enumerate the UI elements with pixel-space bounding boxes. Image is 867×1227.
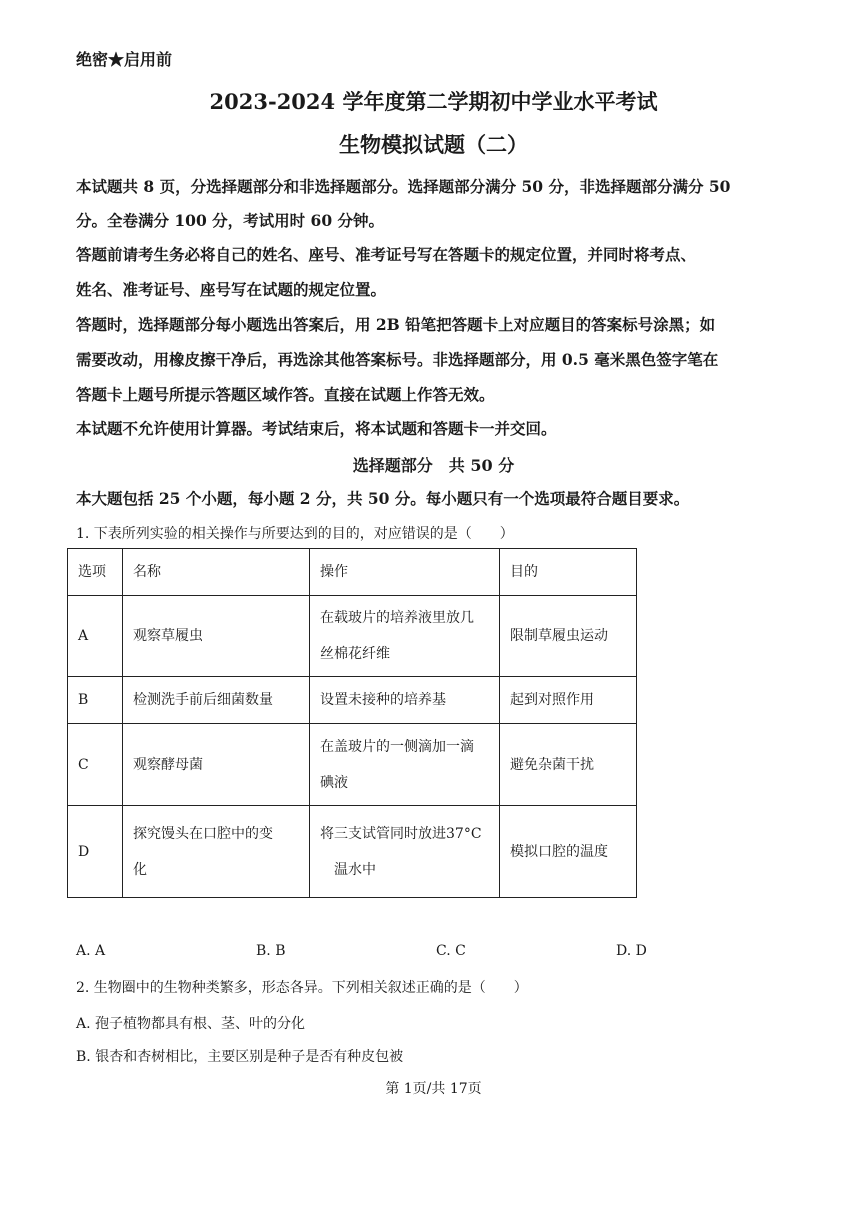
page-footer: 第 1页/共 17页 (385, 1081, 482, 1097)
table-row (68, 806, 637, 898)
instruction-line: 本试题不允许使用计算器。考试结束后，将本试题和答题卡一并交回。 (76, 419, 557, 438)
table-header-row (68, 549, 637, 596)
question-2-option-b[interactable]: B. 银杏和杏树相比，主要区别是种子是否有种皮包被 (76, 1049, 404, 1065)
instruction-line: 姓名、准考证号、座号写在试题的规定位置。 (76, 280, 387, 299)
option-d[interactable]: D. D (616, 943, 647, 959)
instruction-line: 分。全卷满分 100 分，考试用时 60 分钟。 (76, 211, 385, 230)
table-cell: 限制草履虫运动 (500, 596, 637, 677)
table-cell: 探究馒头在口腔中的变 化 (123, 806, 310, 898)
option-b[interactable]: B. B (256, 943, 286, 959)
table-cell: 模拟口腔的温度 (500, 806, 637, 898)
instruction-line: 答题卡上题号所提示答题区域作答。直接在试题上作答无效。 (76, 385, 495, 404)
confidential-label: 绝密★启用前 (76, 50, 173, 69)
table-cell: 检测洗手前后细菌数量 (123, 677, 310, 724)
table-cell: 在载玻片的培养液里放几 丝棉花纤维 (310, 596, 500, 677)
table-row (68, 596, 637, 677)
table-cell: 将三支试管同时放进37°C 温水中 (310, 806, 500, 898)
exam-title: 2023-2024 学年度第二学期初中学业水平考试 (209, 89, 658, 114)
table-cell: D (68, 806, 123, 898)
table-row (68, 677, 637, 724)
exam-subtitle: 生物模拟试题（二） (339, 132, 528, 157)
table-cell: 设置未接种的培养基 (310, 677, 500, 724)
instruction-line: 需要改动，用橡皮擦干净后，再选涂其他答案标号。非选择题部分，用 0.5 毫米黑色签字笔在 (76, 350, 719, 369)
table-row (68, 724, 637, 806)
instruction-line: 答题时，选择题部分每小题选出答案后，用 2B 铅笔把答题卡上对应题目的答案标号涂黑；如 (76, 315, 716, 334)
question-2-stem: 2. 生物圈中的生物种类繁多，形态各异。下列相关叙述正确的是（ ） (76, 980, 528, 996)
table-cell: 在盖玻片的一侧滴加一滴 碘液 (310, 724, 500, 806)
instruction-line: 本试题共 8 页，分选择题部分和非选择题部分。选择题部分满分 50 分，非选择题部分满分 50 (76, 177, 731, 196)
table-header-cell: 目的 (500, 549, 637, 596)
option-c[interactable]: C. C (436, 943, 466, 959)
table-cell: 避免杂菌干扰 (500, 724, 637, 806)
question-2-option-a[interactable]: A. 孢子植物都具有根、茎、叶的分化 (76, 1016, 306, 1032)
table-header-cell: 名称 (123, 549, 310, 596)
section-heading: 选择题部分 共 50 分 (352, 456, 515, 475)
table-cell: 观察草履虫 (123, 596, 310, 677)
instruction-line: 答题前请考生务必将自己的姓名、座号、准考证号写在答题卡的规定位置，并同时将考点、 (76, 245, 697, 264)
option-a[interactable]: A. A (76, 943, 106, 959)
question-1-stem: 1. 下表所列实验的相关操作与所要达到的目的，对应错误的是（ ） (76, 526, 514, 542)
experiment-table (67, 548, 637, 898)
table-cell: 观察酵母菌 (123, 724, 310, 806)
table-header-cell: 操作 (310, 549, 500, 596)
table-cell: C (68, 724, 123, 806)
table-header-cell: 选项 (68, 549, 123, 596)
table-cell: B (68, 677, 123, 724)
section-note: 本大题包括 25 个小题，每小题 2 分，共 50 分。每小题只有一个选项最符合题目要求。 (76, 489, 690, 508)
table-cell: 起到对照作用 (500, 677, 637, 724)
table-cell: A (68, 596, 123, 677)
